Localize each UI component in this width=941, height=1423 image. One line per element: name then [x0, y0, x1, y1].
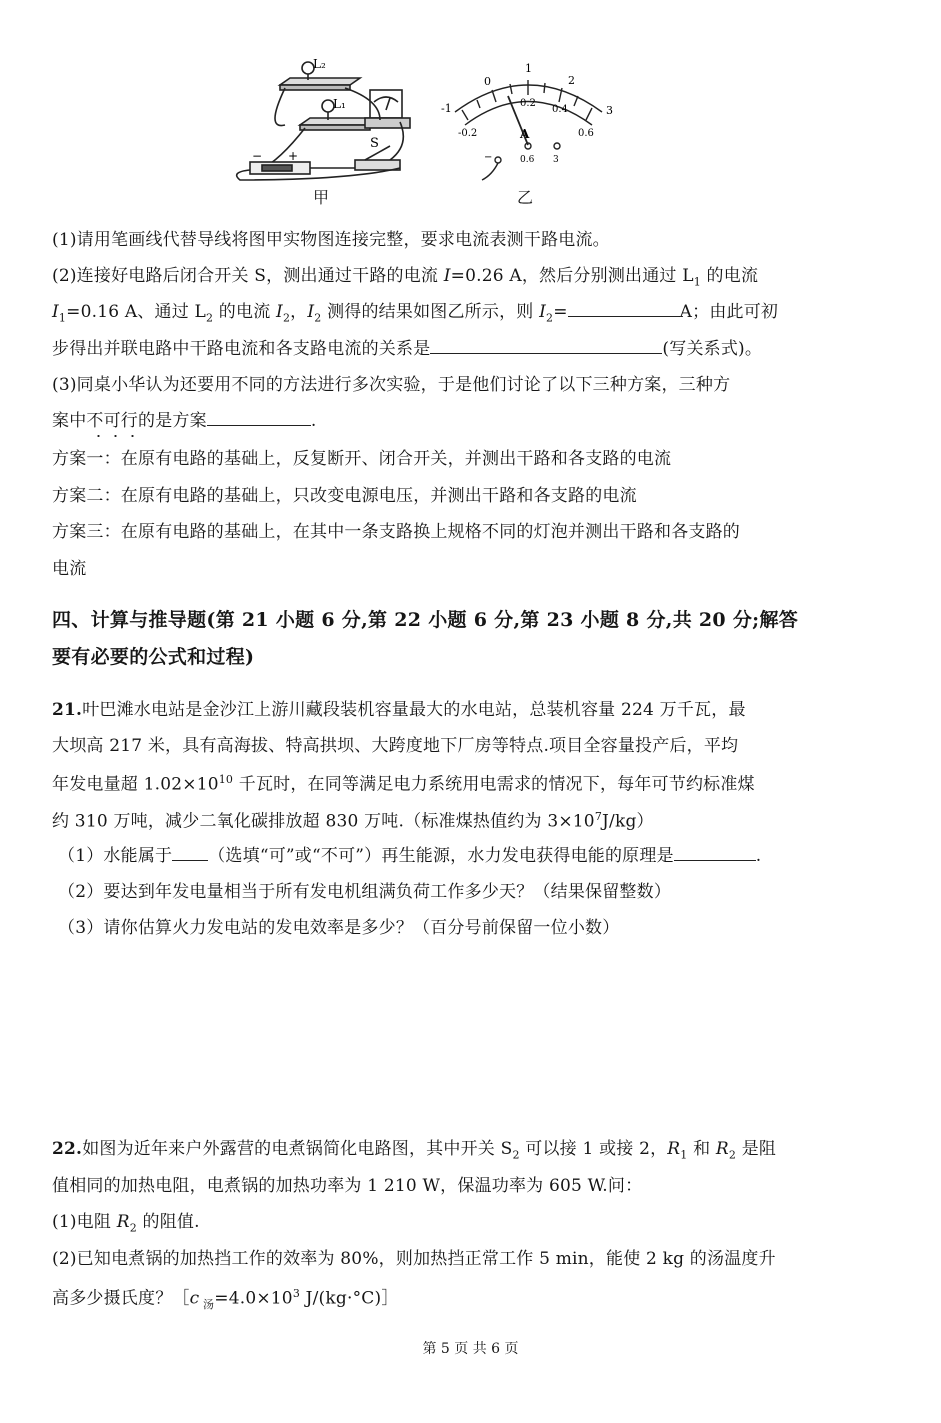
- terminal-minus: −: [484, 152, 493, 163]
- q21-sub3: （3）请你估算火力发电站的发电效率是多少？（百分号前保留一位小数）: [58, 918, 620, 938]
- scale-bottom-1: 0.2: [520, 98, 536, 109]
- q20-plan3-line2: 电流: [52, 559, 87, 579]
- scale-top-3: 2: [568, 74, 575, 87]
- q20-part1: (1)请用笔画线代替导线将图甲实物图连接完整，要求电流表测干路电流。: [52, 230, 610, 250]
- q22-line2: 值相同的加热电阻，电煮锅的加热功率为 1 210 W，保温功率为 605 W.问：: [52, 1176, 643, 1196]
- ammeter-unit: A: [520, 127, 530, 141]
- scale-top-1: 0: [484, 75, 491, 88]
- q20-part2-line1: (2)连接好电路后闭合开关 S，测出通过干路的电流 I=0.26 A，然后分别测出通过 $L_1$ 的电流: [52, 266, 759, 289]
- figure-label-jia: 甲: [313, 188, 330, 207]
- figure-label-yi: 乙: [517, 188, 534, 207]
- q20-part2-line3: 步得出并联电路中干路电流和各支路电流的关系是 (写关系式)。: [52, 339, 763, 359]
- q21-sub1: （1）水能属于 （选填“可”或“不可”）再生能源，水力发电获得电能的原理是 .: [58, 846, 762, 866]
- battery-minus: −: [252, 149, 263, 163]
- battery-plus: +: [288, 149, 299, 163]
- answer-blank-relation[interactable]: [430, 352, 662, 354]
- q20-plan1: 方案一：在原有电路的基础上，反复断开、闭合开关，并测出干路和各支路的电流: [52, 449, 672, 469]
- q21-sub2: （2）要达到年发电量相当于所有发电机组满负荷工作多少天？（结果保留整数）: [58, 882, 672, 902]
- q22-sub3: 高多少摄氏度？［c $_汤=4.0\times 10^3$ J/(kg·°C)］: [52, 1287, 399, 1312]
- section4-heading-line1: 四、计算与推导题(第 21 小题 6 分,第 22 小题 6 分,第 23 小题 8 分,共 20 分;解答: [52, 609, 799, 631]
- answer-blank-I2[interactable]: [568, 315, 680, 317]
- lamp1-label: L₁: [333, 97, 346, 111]
- circuit-diagram: [237, 62, 410, 180]
- page-footer: 第 5 页 共 6 页: [422, 1341, 519, 1357]
- section4-heading-line2: 要有必要的公式和过程): [52, 646, 255, 668]
- q20-plan3-line1: 方案三：在原有电路的基础上，在其中一条支路换上规格不同的灯泡并测出干路和各支路的: [52, 522, 740, 542]
- q20-part3-line2: 案中不可行的是方案 .: [52, 411, 317, 431]
- figure-area: [230, 50, 630, 210]
- q21-line2: 大坝高 217 米，具有高海拔、特高拱坝、大跨度地下厂房等特点.项目全容量投产后，平均: [52, 736, 739, 756]
- switch-label: S: [370, 136, 379, 151]
- scale-top-0: -1: [441, 102, 452, 115]
- q22-sub1: (1)电阻 $R_2$ 的阻值.: [52, 1212, 200, 1235]
- q21-line4: 约 310 万吨，减少二氧化碳排放超 830 万吨.（标准煤热值约为 $3\times 10^7J/kg$）: [52, 810, 654, 832]
- q20-part2-line2: $I_1=0.16$ A、通过 $L_2$ 的电流 $I_2$，$I_2$ 测得的结果如图乙所示，则 $I_2= A$；由此可初: [52, 302, 779, 325]
- answer-blank-principle[interactable]: [674, 859, 756, 861]
- q20-plan2: 方案二：在原有电路的基础上，只改变电源电压，并测出干路和各支路的电流: [52, 486, 637, 506]
- q21-line3: 年发电量超 $1.02\times 10^{10}$ 千瓦时，在同等满足电力系统用电需求的情况下，每年可节约标准煤: [52, 773, 755, 795]
- lamp2-label: L₂: [313, 57, 326, 71]
- q21-line1: 21.叶巴滩水电站是金沙江上游川藏段装机容量最大的水电站，总装机容量 224 万千瓦，最: [52, 700, 746, 720]
- scale-bottom-0: -0.2: [458, 128, 478, 139]
- q20-part3-line1: (3)同桌小华认为还要用不同的方法进行多次实验，于是他们讨论了以下三种方案，三种方: [52, 375, 731, 395]
- scale-top-4: 3: [606, 104, 613, 117]
- answer-blank-plan[interactable]: [207, 424, 311, 426]
- scale-bottom-2: 0.4: [552, 104, 568, 115]
- scale-bottom-3: 0.6: [578, 128, 594, 139]
- scale-top-2: 1: [525, 62, 532, 75]
- terminal-0-6: 0.6: [520, 155, 535, 165]
- q22-sub2: (2)已知电煮锅的加热挡工作的效率为 80%，则加热挡正常工作 5 min，能使 2 kg 的汤温度升: [52, 1249, 776, 1269]
- q22-line1: 22.如图为近年来户外露营的电煮锅简化电路图，其中开关 $S_2$ 可以接 1 或接 2，$R_1$ 和 $R_2$ 是阻: [52, 1139, 777, 1162]
- answer-blank-renewable[interactable]: [172, 859, 208, 861]
- terminal-3: 3: [553, 155, 559, 165]
